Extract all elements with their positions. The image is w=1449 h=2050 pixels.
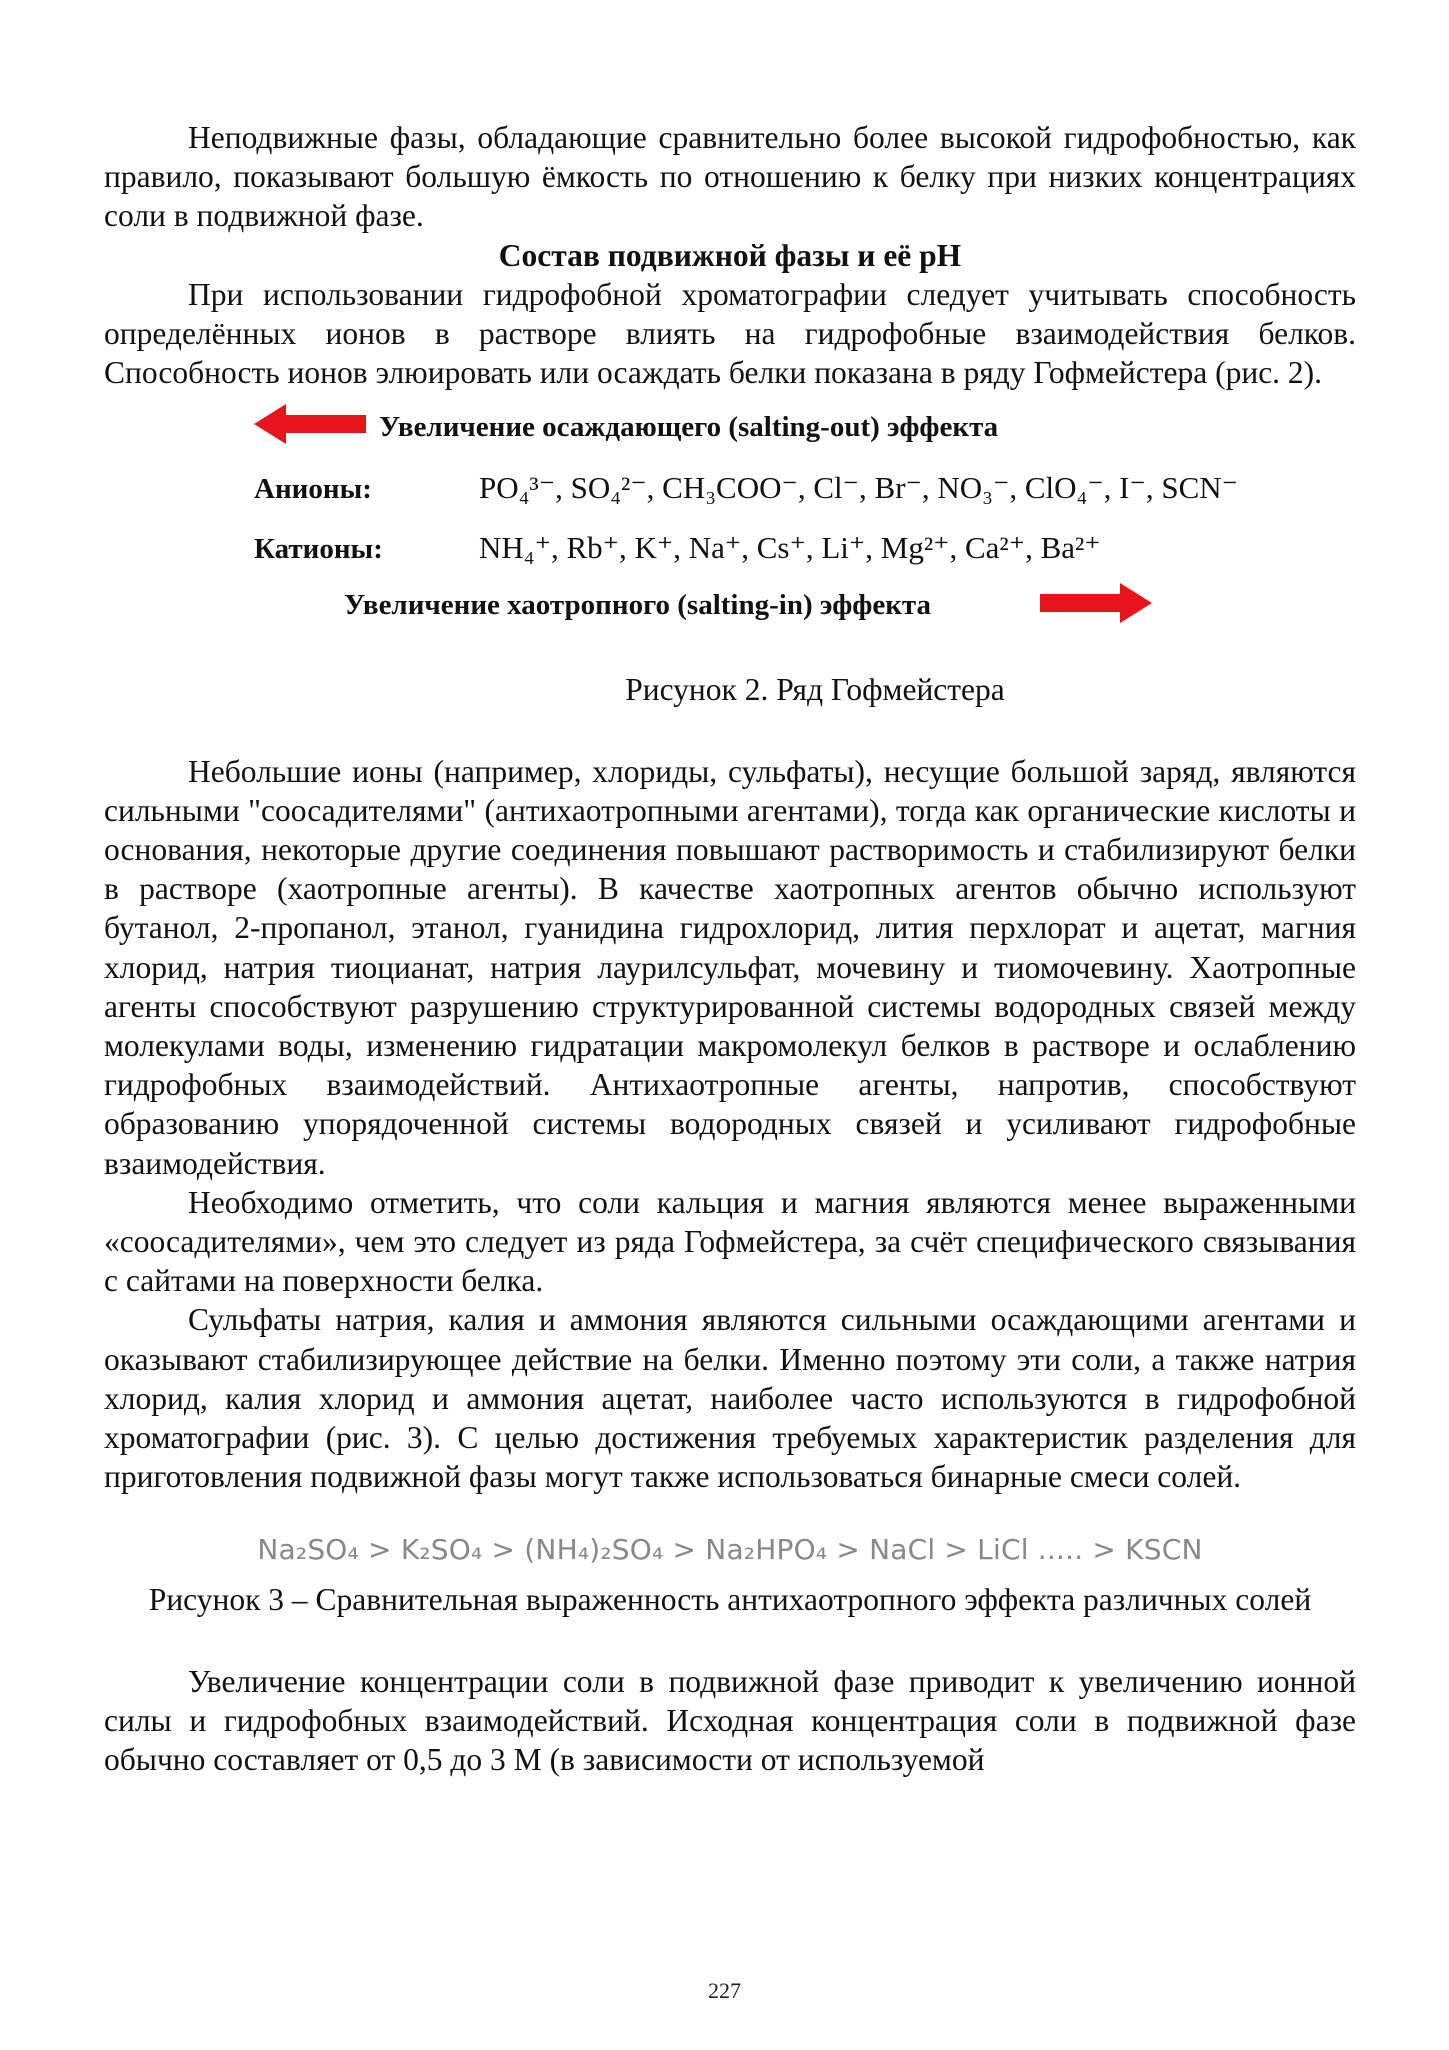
figure-2-caption: Рисунок 2. Ряд Гофмейстера	[625, 672, 1005, 708]
salting-in-label: Увеличение хаотропного (salting-in) эффекта	[344, 589, 932, 622]
section-heading: Состав подвижной фазы и её pH	[498, 237, 962, 273]
cations-series: NH₄⁺, Rb⁺, K⁺, Na⁺, Cs⁺, Li⁺, Mg²⁺, Ca²⁺, Ba²⁺	[479, 530, 1101, 566]
salting-out-label: Увеличение осаждающего (salting-out) эффекта	[379, 411, 999, 444]
anions-series: PO₄³⁻, SO₄²⁻, CH₃COO⁻, Cl⁻, Br⁻, NO₃⁻, ClO₄⁻, I⁻, SCN⁻	[479, 470, 1239, 506]
hofmeister-figure	[104, 400, 1356, 670]
document-page	[104, 118, 1356, 1779]
paragraph-3: Небольшие ионы (например, хлориды, сульфаты), несущие большой заряд, являются сильными "соосадителями" (антихаотропными агентами), тогда как органические кислоты и основания, некоторые другие соединения повышают растворимость и стабилизируют белки в растворе (хаотропные агенты). В качестве хаотропных агентов обычно используют бутанол, 2-пропанол, этанол, гуанидина гидрохлорид, лития перхлорат и ацетат, магния хлорид, натрия тиоцианат, натрия лаурилсульфат, мочевину и тиомочевину. Хаотропные агенты способствуют разрушению структурированной системы водородных связей между молекулами воды, изменению гидратации макромолекул белков в растворе и ослаблению гидрофобных взаимодействий. Антихаотропные агенты, напротив, способствуют образованию упорядоченной системы водородных связей и усиливают гидрофобные взаимодействия.	[104, 753, 1356, 1181]
right-arrow-icon	[1040, 583, 1152, 623]
paragraph-2: При использовании гидрофобной хроматографии следует учитывать способность определённых ионов в растворе влиять на гидрофобные взаимодействия белков. Способность ионов элюировать или осаждать белки показана в ряду Гофмейстера (рис. 2).	[104, 276, 1356, 391]
paragraph-1: Неподвижные фазы, обладающие сравнительно более высокой гидрофобностью, как правило, показывают большую ёмкость по отношению к белку при низких концентрациях соли в подвижной фазе.	[104, 120, 1356, 234]
paragraph-5: Сульфаты натрия, калия и аммония являются сильными осаждающими агентами и оказывают стабилизирующее действие на белки. Именно поэтому эти соли, а также натрия хлорид, калия хлорид и аммония ацетат, наиболее часто используются в гидрофобной хроматографии (рис. 3). С целью достижения требуемых характеристик разделения для приготовления подвижной фазы могут также использоваться бинарные смеси солей.	[104, 1302, 1356, 1495]
paragraph-6: Увеличение концентрации соли в подвижной фазе приводит к увеличению ионной силы и гидрофобных взаимодействий. Исходная концентрация соли в подвижной фазе обычно составляет от 0,5 до 3 М (в зависимости от используемой	[104, 1663, 1356, 1778]
paragraph-4: Необходимо отметить, что соли кальция и магния являются менее выраженными «соосадителями», чем это следует из ряда Гофмейстера, за счёт специфического связывания с сайтами на поверхности белка.	[104, 1184, 1356, 1299]
salt-series-figure: Na₂SO₄ > K₂SO₄ > (NH₄)₂SO₄ > Na₂HPO₄ > NaCl > LiCl ..... > KSCN	[257, 1533, 1203, 1567]
figure-3-caption: Рисунок 3 – Сравнительная выраженность антихаотропного эффекта различных солей	[148, 1582, 1312, 1618]
left-arrow-icon	[254, 404, 366, 444]
cations-label: Катионы:	[254, 533, 383, 566]
page-number: 227	[708, 1978, 741, 2003]
anions-label: Анионы:	[254, 473, 372, 506]
